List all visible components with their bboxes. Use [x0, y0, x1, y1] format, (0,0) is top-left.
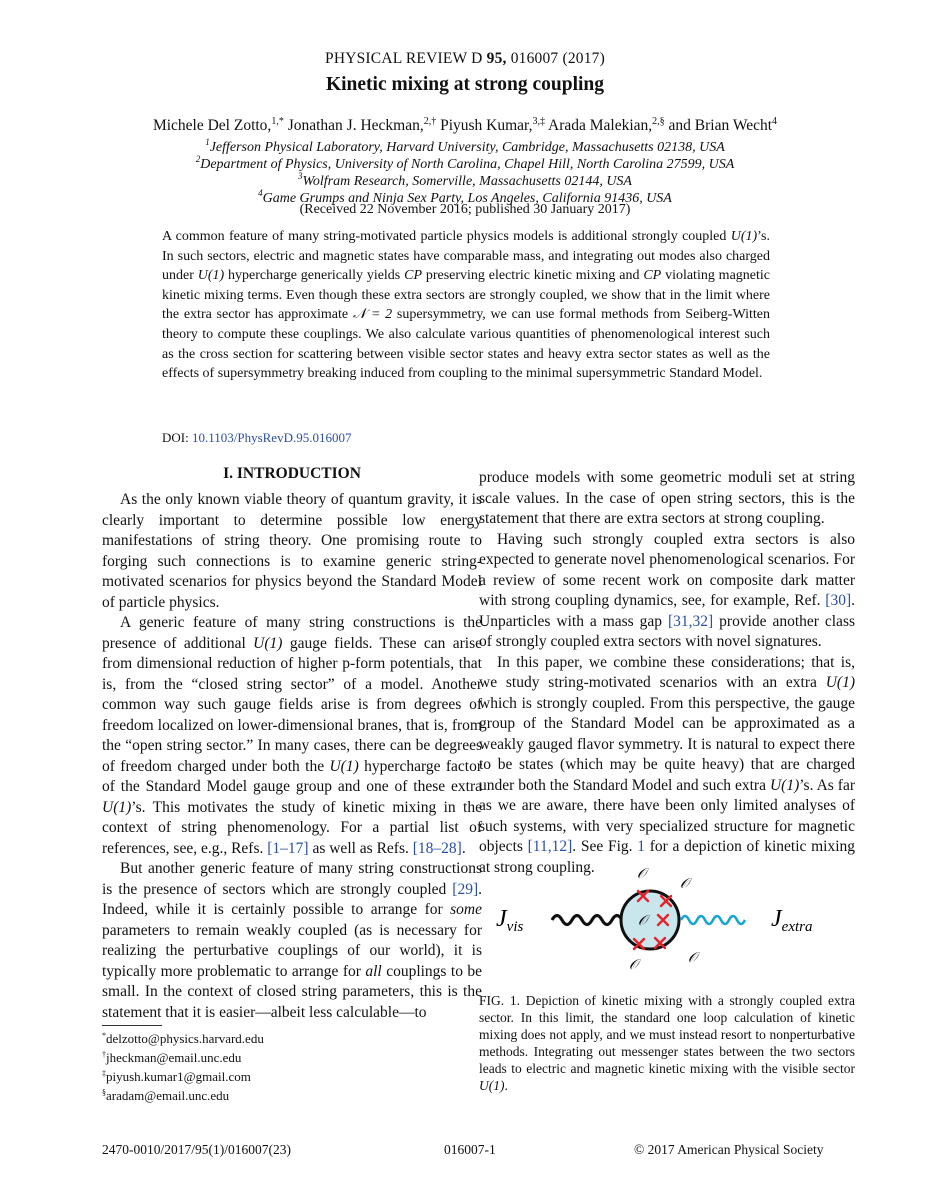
text: But another generic feature of many string constructions is the presence of sectors which are strongly coupled [102, 860, 482, 898]
author-affil: 2,† [423, 116, 437, 127]
operator-label: 𝒪 [637, 866, 646, 882]
math-u1: U(1) [825, 674, 856, 691]
email-link[interactable]: delzotto@physics.harvard.edu [106, 1031, 264, 1046]
affil-number: 2 [195, 154, 201, 164]
paragraph [479, 530, 855, 653]
paragraph [102, 613, 482, 859]
math-cp: CP [643, 268, 662, 284]
citation-link[interactable]: [31,32] [668, 612, 714, 630]
paragraph [479, 653, 855, 879]
citation-link[interactable]: [11,12] [527, 838, 573, 855]
doi [162, 430, 351, 446]
operator-label: 𝒪 [680, 876, 689, 892]
affil-text: Game Grumps and Ninja Sex Party, Los Angeles, California 91436, USA [262, 191, 672, 206]
operator-label: 𝒪 [638, 913, 647, 929]
author-affil: 1,* [271, 116, 284, 127]
journal-header [0, 50, 930, 68]
math-u1: U(1) [329, 757, 359, 775]
text: which is strongly coupled. From this perspective, the gauge group of the Standard Model can be approximated as a weakly gauged flavor symmetry. It is natural to expect there to be states (which may be quite heavy) that are charged under both the Standard Model and such extra [479, 694, 855, 794]
abstract-text: A common feature of many string-motivated particle physics models is additional strongly coupled [162, 229, 727, 244]
footnote-mark: * [102, 1031, 106, 1040]
author: Jonathan J. Heckman, [287, 117, 424, 134]
email-link[interactable]: aradam@email.unc.edu [106, 1088, 230, 1103]
text: for a depiction of kinetic mixing at strong coupling. [479, 838, 856, 876]
abstract-text: hypercharge generically yields [228, 268, 401, 284]
journal-name: PHYSICAL REVIEW D [325, 50, 483, 67]
footnote-mark: ‡ [102, 1069, 106, 1078]
article-number: 016007 (2017) [510, 50, 605, 67]
caption-label: FIG. 1. [479, 993, 520, 1008]
doi-label: DOI: [162, 430, 189, 445]
text: ’s. As far as we are aware, there have been only limited analyses of such systems, with very specialized structure for magnetic objects [479, 776, 855, 855]
abstract-text: supersymmetry, we can use formal methods from Seiberg-Witten theory to compute these couplings. We also calculate various quantities of phenomenological interest such as the cross section for scattering between visible sector states and heavy extra sector states as well as the effects of supersymmetry breaking induced from coupling to the minimal supersymmetric Standard Model. [162, 307, 770, 382]
figure-caption [479, 992, 855, 1094]
doi-link[interactable]: 10.1103/PhysRevD.95.016007 [191, 430, 352, 445]
strongly-coupled-sector [621, 891, 679, 949]
math-u1: U(1) [479, 1078, 505, 1093]
caption-text: . [504, 1078, 508, 1093]
left-column [102, 490, 482, 1023]
math-u1: U(1) [102, 798, 132, 816]
footer-page: 016007-1 [444, 1142, 496, 1157]
text: In this paper, we combine these considerations; that is, we study string-motivated scenarios with an extra [479, 653, 855, 691]
section-heading: I. INTRODUCTION [223, 465, 361, 482]
paragraph: As the only known viable theory of quantum gravity, it is clearly important to determine possible low energy manifestations of string theory. One promising route to forging such connections is to examine generic string-motivated scenarios for physics beyond the Standard Model of particle physics. [102, 491, 482, 611]
operator-label: 𝒪 [688, 950, 697, 966]
received-date: (Received 22 November 2016; published 30 January 2017) [299, 202, 631, 217]
author-affil: 4 [772, 116, 778, 127]
text: ’s. This motivates the study of kinetic mixing in the context of string phenomenology. For a partial list of references, see, e.g., Refs. [102, 798, 482, 857]
figure-kinetic-mixing [492, 866, 837, 976]
affil-number: 1 [205, 137, 210, 147]
text: . See Fig. [572, 838, 633, 855]
j-extra-label: $J_{extra}$ [771, 906, 813, 935]
right-column [479, 468, 855, 878]
paper-title: Kinetic mixing at strong coupling [325, 74, 605, 95]
math-u1: U(1) [769, 776, 800, 794]
text: . [461, 839, 466, 857]
extra-photon-line [681, 916, 745, 924]
affil-text: Jefferson Physical Laboratory, Harvard University, Cambridge, Massachusetts 02138, USA [209, 140, 725, 155]
abstract [162, 227, 770, 384]
author: Michele Del Zotto, [152, 117, 272, 134]
text: provide another class of strongly coupled extra sectors with novel signatures. [479, 612, 856, 650]
footnote [102, 1066, 264, 1085]
text: . Unparticles with a mass gap [479, 592, 855, 630]
footnote-mark: § [102, 1088, 106, 1097]
math-cp: CP [404, 268, 422, 284]
text: Having such strongly coupled extra sectors is also expected to generate novel phenomenological scenarios. For a review of some recent work on composite dark matter with strong coupling dynamics, see, for example, Ref. [479, 530, 855, 609]
author-list [0, 116, 930, 135]
text: A generic feature of many string constructions is the presence of additional [102, 614, 482, 652]
math-u1: U(1) [197, 268, 225, 284]
abstract-text: ’s. In such sectors, electric and magnetic states have comparable mass, and integrating out modes also charged under [162, 229, 771, 284]
text: as well as Refs. [312, 839, 409, 857]
text: parameters to remain weakly coupled (as is necessary for realizing the perturbative couplings of our world), it is typically more problematic to arrange for [102, 921, 482, 980]
math-u1: U(1) [730, 229, 758, 244]
text: hypercharge factor of the Standard Model gauge group and one of these extra [102, 757, 483, 795]
author: Arada Malekian, [548, 117, 653, 134]
figure-link[interactable]: 1 [637, 838, 646, 855]
caption-text: Depiction of kinetic mixing with a strongly coupled extra sector. In this limit, the standard one loop calculation of kinetic mixing does not apply, and we must instead resort to nonperturbative methods. Integrating out messenger states between the two sectors leads to electric and magnetic kinetic mixing with the visible sector [479, 993, 855, 1076]
emphasis: some [450, 901, 482, 918]
math-u1: U(1) [253, 634, 283, 652]
text: couplings to be small. In the context of closed string parameters, this is the statement that it is easier—albeit less calculable—to [102, 962, 483, 1021]
affil-text: Wolfram Research, Somerville, Massachusetts 02144, USA [302, 174, 632, 189]
citation-link[interactable]: [18–28] [412, 839, 462, 857]
author: and Brian Wecht [668, 117, 773, 134]
email-link[interactable]: piyush.kumar1@gmail.com [106, 1069, 251, 1084]
journal-volume: 95, [486, 50, 507, 67]
footer-issn: 2470-0010/2017/95(1)/016007(23) [102, 1142, 291, 1157]
abstract-text: violating magnetic kinetic mixing terms. Even though these extra sectors are strongly coupled, we show that in the limit where the extra sector has approximate [162, 268, 770, 323]
citation-link[interactable]: [30] [825, 592, 852, 609]
text: gauge fields. These can arise from dimensional reduction of higher p-form potentials, that is, from the “closed string sector” of a model. Another common way such gauge fields arise is from degrees of freedom localized on lower-dimensional branes, that is, from the “open string sector.” In many cases, there can be degrees of freedom charged under both the [102, 634, 483, 775]
footnote [102, 1028, 264, 1047]
emphasis: all [365, 962, 382, 980]
author: Piyush Kumar, [440, 117, 533, 134]
author-affil: 3,‡ [532, 116, 545, 127]
affil-text: Department of Physics, University of North Carolina, Chapel Hill, North Carolina 27599, USA [200, 157, 735, 172]
abstract-text: preserving electric kinetic mixing and [425, 268, 640, 284]
j-vis-label: $J_{vis}$ [496, 906, 524, 935]
author-affil: 2,§ [652, 116, 665, 127]
footnote-divider [102, 1025, 162, 1026]
paragraph [102, 859, 482, 1023]
footnote-mark: † [102, 1050, 106, 1059]
affil-number: 3 [298, 171, 303, 181]
paragraph: produce models with some geometric moduli set at string scale values. In the case of open string sectors, this is the statement that there are extra sectors at strong coupling. [479, 469, 855, 527]
text: . Indeed, while it is certainly possible to arrange for [102, 880, 482, 918]
footnote [102, 1047, 264, 1066]
footer-copyright: © 2017 American Physical Society [634, 1142, 824, 1157]
footnotes [102, 1028, 264, 1104]
affil-number: 4 [258, 188, 263, 198]
math-n2: 𝒩 = 2 [352, 307, 393, 323]
footnote [102, 1085, 264, 1104]
operator-label: 𝒪 [629, 957, 638, 973]
citation-link[interactable]: [1–17] [267, 839, 309, 857]
citation-link[interactable]: [29] [452, 880, 479, 898]
email-link[interactable]: jheckman@email.unc.edu [106, 1050, 242, 1065]
